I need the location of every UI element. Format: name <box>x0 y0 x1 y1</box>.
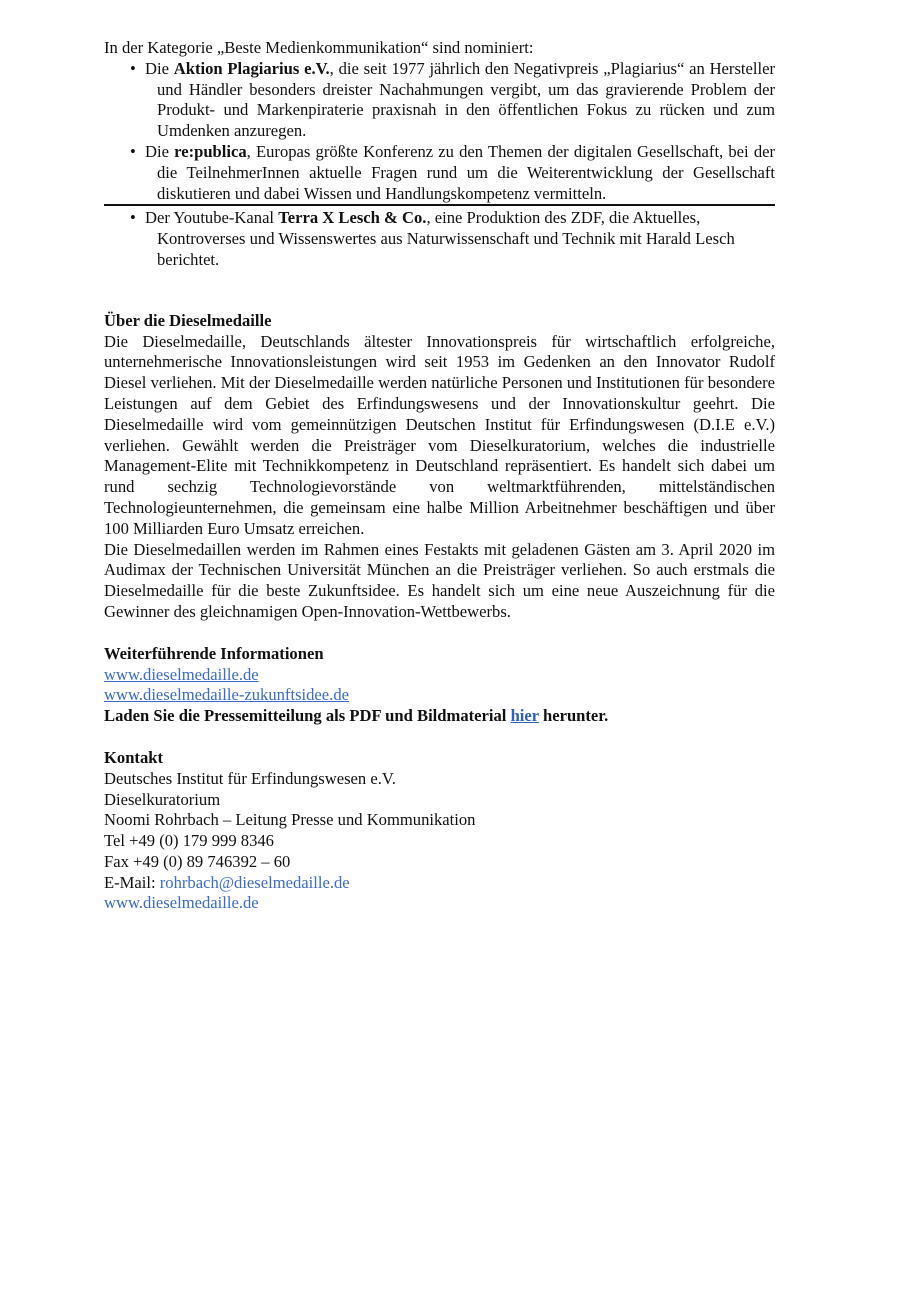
nominee-text: , Europas größte Konferenz zu den Themen der digitalen Gesellschaft, bei der die TeilnehmerInnen aktuelle Fragen rund um die Weiterentwicklung der Gesellschaft diskutieren und dabei Wissen und Handlungskompetenz vermitteln. <box>157 141 776 203</box>
about-paragraph: Die Dieselmedaille, Deutschlands ältester Innovationspreis für wirtschaftlich erfolgreiche, unternehmerische Innovationsleistungen wird seit 1953 im Gedenken an den Innovator Rudolf Diesel verliehen. Mit der Dieselmedaille werden natürliche Personen und Institutionen für besondere Leistungen auf dem Gebiet des Erfindungswesens und der Innovationskultur geehrt. Die Dieselmedaille wird vom gemeinnützigen Deutschen Institut für Erfindungswesen (D.I.E e.V.) verliehen. Gewählt werden die Preisträger vom Dieselkuratorium, welches die industrielle Management-Elite mit Technikkompetenz in Deutschland repräsentiert. Es handelt sich dabei um rund sechzig Technologievorstände von weltmarktführenden, mittelständischen Technologieunternehmen, die gemeinsam eine halbe Million Arbeitnehmer beschäftigen und über 100 Milliarden Euro Umsatz erreichen. <box>104 331 775 538</box>
info-link-row <box>104 665 775 686</box>
website-link[interactable]: www.dieselmedaille.de <box>104 664 259 684</box>
bullet-icon: • <box>130 141 136 161</box>
nominee-name: Aktion Plagiarius e.V. <box>173 58 330 78</box>
list-item <box>104 208 775 270</box>
list-item <box>104 59 775 142</box>
contact-dept: Dieselkuratorium <box>104 789 221 809</box>
contact-heading: Kontakt <box>104 747 164 767</box>
info-link-row <box>104 685 775 706</box>
list-item <box>104 142 775 206</box>
contact-person: Noomi Rohrbach – Leitung Presse und Kommunikation <box>104 810 476 830</box>
info-heading: Weiterführende Informationen <box>104 643 324 663</box>
contact-fax: Fax +49 (0) 89 746392 – 60 <box>104 851 291 871</box>
nominee-text: , eine Produktion des ZDF, die Aktuelles, Kontroverses und Wissenswertes aus Naturwissenschaft und Technik mit Harald Lesch berichtet. <box>157 208 735 269</box>
about-heading: Über die Dieselmedaille <box>104 310 272 330</box>
email-link[interactable]: rohrbach@dieselmedaille.de <box>159 872 350 892</box>
contact-email-row: E-Mail: rohrbach@dieselmedaille.de <box>104 872 350 892</box>
download-link[interactable]: hier <box>510 706 539 726</box>
zukunftsidee-link[interactable]: www.dieselmedaille-zukunftsidee.de <box>104 685 349 705</box>
contact-tel: Tel +49 (0) 179 999 8346 <box>104 831 274 851</box>
about-paragraph: Die Dieselmedaillen werden im Rahmen eines Festakts mit geladenen Gästen am 3. April 2020 im Audimax der Technischen Universität München an die Preisträger verliehen. So auch erstmals die Dieselmedaille für die beste Zukunftsidee. Es handelt sich um eine neue Auszeichnung für die Gewinner des gleichnamigen Open-Innovation-Wettbewerbs. <box>104 539 775 621</box>
contact-website-link[interactable]: www.dieselmedaille.de <box>104 893 259 913</box>
nominee-prefix: Die <box>145 141 175 161</box>
nominee-prefix: Die <box>145 58 174 78</box>
download-line: Laden Sie die Pressemitteilung als PDF und Bildmaterial hier herunter. <box>104 706 609 726</box>
nominees-list <box>104 59 775 271</box>
nominee-prefix: Der Youtube-Kanal <box>145 208 279 228</box>
nominees-intro: In der Kategorie „Beste Medienkommunikation“ sind nominiert: <box>104 38 534 57</box>
nominee-name: re:publica <box>174 141 247 161</box>
contact-org: Deutsches Institut für Erfindungswesen e.V. <box>104 768 396 788</box>
contact-web-row <box>104 893 775 914</box>
document-page <box>104 38 775 914</box>
nominee-name: Terra X Lesch & Co. <box>278 208 427 228</box>
bullet-icon: • <box>130 58 136 78</box>
bullet-icon: • <box>130 208 136 228</box>
nominee-text: , die seit 1977 jährlich den Negativpreis „Plagiarius“ an Hersteller und Händler besonders dreister Nachahmungen vergibt, um das gravierende Problem der Produkt- und Markenpiraterie praxisnah in den öffentlichen Fokus zu rücken und zum Umdenken anzuregen. <box>157 58 775 141</box>
